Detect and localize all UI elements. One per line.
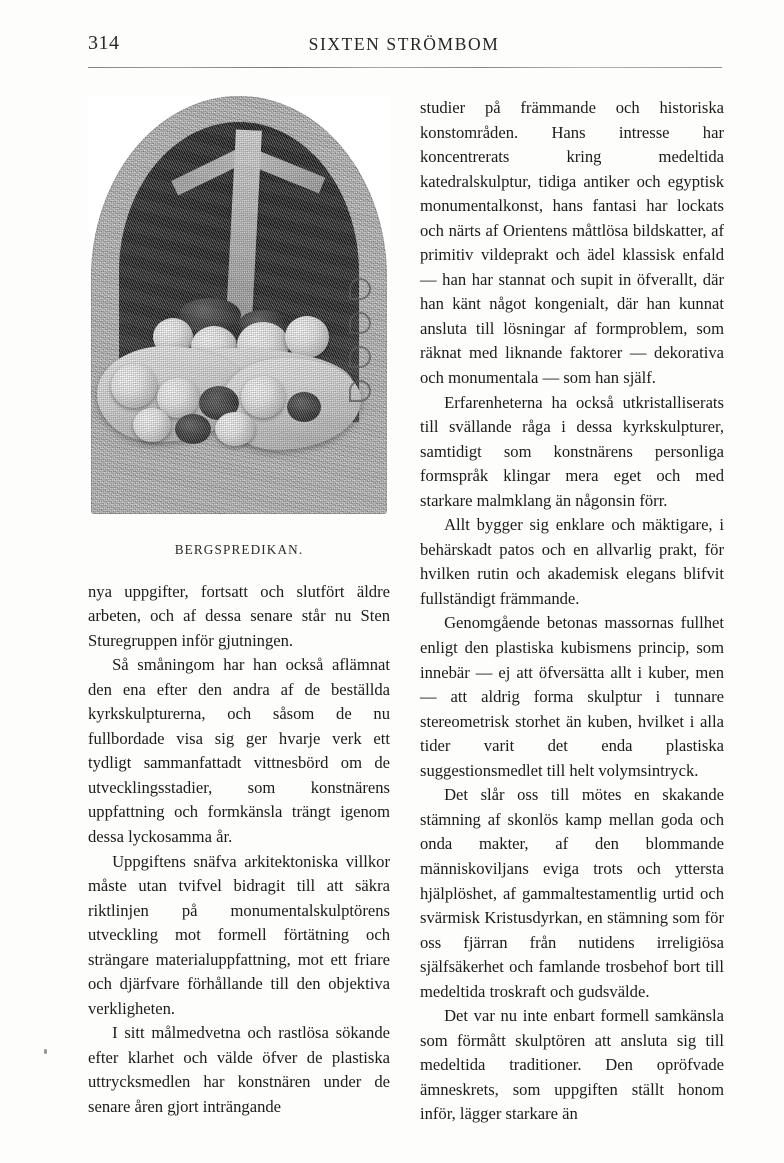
- paragraph: I sitt målmedvetna och rastlösa sökande efter klarhet och välde öfver de plastiska uttrycksmedlen har konstnären under de senare åren gjort inträngande: [88, 1023, 390, 1117]
- paragraph: Det slår oss till mötes en skakande stämning af skonlös kamp mellan goda och onda makter, af den blommande människoviljans eviga trots och yttersta hjälplöshet, af gammaltestamentlig urtid och svärmisk Kristusdyrkan, en stämning som för oss fjärran från nutidens irreligiösa själfsäkerhet och famlande trosbehof bort till medeltida troskraft och gudsvälde.: [420, 785, 724, 1001]
- paragraph: Så småningom har han också aflämnat den ena efter den andra af de beställda kyrkskulpturerna, och såsom de nu fullbordade visa sig ger hvarje verk ett tydligt sammanfattadt vittnesbörd om de utvecklingsstadier, som konstnärens uppfattning och formkänsla trängt igenom dessa lyckosamma år.: [88, 655, 390, 847]
- paragraph: Genomgående betonas massornas fullhet enligt den plastiska kubismens princip, som innebär — ej att öfversätta allt i kuber, men — att aldrig forma skulptur i tunnare stereometrisk storhet än kuben, hvilket i alla tider varit det enda plastiska suggestionsmedlet till helt volymsintryck.: [420, 613, 724, 780]
- paragraph: Erfarenheterna ha också utkristalliserats till svällande råga i dessa kyrkskulpturer, samtidigt som konstnärens personliga formspråk klingar mera eget och med starkare malmklang än någonsin förr.: [420, 392, 724, 510]
- running-head-title: SIXTEN STRÖMBOM: [308, 34, 500, 54]
- page-folio-number: 314: [88, 32, 120, 54]
- paragraph: studier på främmande och historiska konstområden. Hans intresse har koncentrerats kring medeltida katedralskulptur, tidiga antiker och egyptisk monumentalkonst, hans fantasi har lockats och närts af Orientens måttlösa bildskatter, af primitiv vildeprakt och ädel klassisk enfald –– han har stannat och supit in öfverallt, där han känt något kongenialt, där han kunnat ansluta till lösningar af formproblem, som räknat med liknande faktorer — dekorativa och monumentala — som han själf.: [420, 98, 724, 388]
- header-rule: [88, 67, 722, 68]
- scan-artifact-speck: [44, 1049, 47, 1054]
- paragraph: Uppgiftens snäfva arkitektoniska villkor måste utan tvifvel bidragit till att säkra riktlinjen på monumentalskulptörens utveckling mot formell förtätning och strängare materialuppfattning, mot ett friare och djärfvare förhållande till den objektiva verkligheten.: [88, 851, 390, 1018]
- plate-photograph: [88, 96, 390, 514]
- paragraph: Det var nu inte enbart formell samkänsla som förmått skulptören att ansluta sig till medeltida traditioner. Den opröfvade ämneskrets, som uppgiften ställt honom inför, lägger starkare än: [420, 1006, 724, 1124]
- left-text-column: [88, 96, 390, 1120]
- figure-caption: BERGSPREDIKAN.: [174, 542, 304, 557]
- right-text-column: [420, 96, 724, 1127]
- stone-texture-overlay: [91, 96, 387, 514]
- running-head: [88, 32, 720, 60]
- paragraph: nya uppgifter, fortsatt och slutfört äldre arbeten, och af dessa senare står nu Sten Sturegruppen inför gjutningen.: [88, 581, 390, 650]
- plate-stone-arch: [91, 96, 387, 514]
- figure-block: [88, 96, 390, 563]
- paragraph: Allt bygger sig enklare och mäktigare, i behärskadt patos och en allvarlig prakt, för hvilken rutin och akademisk elegans blifvit fullständigt främmande.: [420, 515, 724, 608]
